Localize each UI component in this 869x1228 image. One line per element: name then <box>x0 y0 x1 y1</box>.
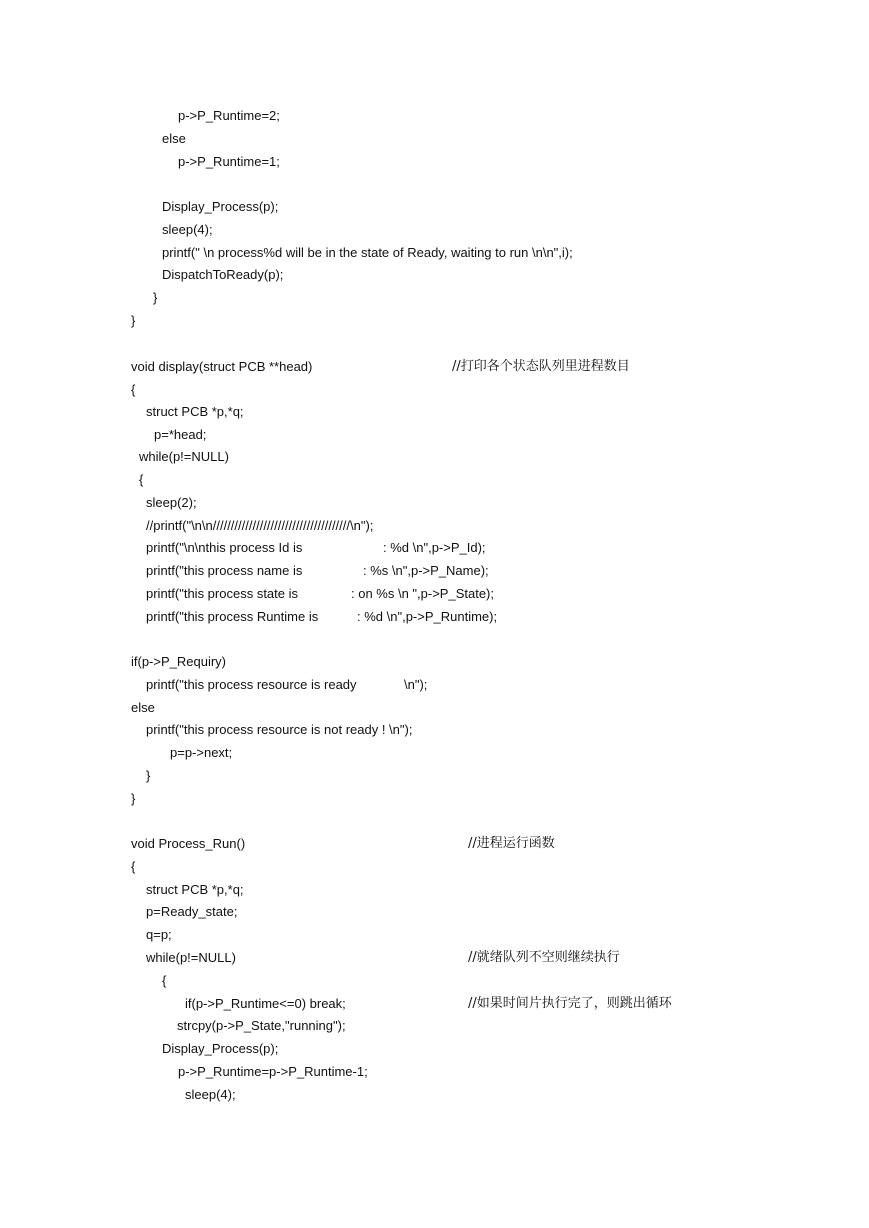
code-comment: //就绪队列不空则继续执行 <box>468 950 620 965</box>
code-line: struct PCB *p,*q; <box>146 882 244 897</box>
code-line: p->P_Runtime=1; <box>178 154 280 169</box>
code-line: DispatchToReady(p); <box>162 267 284 282</box>
code-line: : %s \n",p->P_Name); <box>363 563 489 578</box>
code-line: } <box>153 290 158 305</box>
code-line: printf("this process resource is ready <box>146 677 357 692</box>
code-line: printf("this process name is <box>146 563 303 578</box>
code-line: printf("this process resource is not ready ! \n"); <box>146 722 413 737</box>
code-line: sleep(4); <box>162 222 213 237</box>
code-line: Display_Process(p); <box>162 199 279 214</box>
code-line: } <box>146 768 151 783</box>
code-line: if(p->P_Requiry) <box>131 654 227 669</box>
code-line: else <box>162 131 186 146</box>
code-line: printf("this process Runtime is <box>146 609 319 624</box>
code-line: { <box>162 973 167 988</box>
code-line: p->P_Runtime=2; <box>178 108 280 123</box>
code-line: \n"); <box>404 677 428 692</box>
code-line: } <box>131 313 136 328</box>
code-line: { <box>139 472 144 487</box>
code-line: { <box>131 859 136 874</box>
code-line: : %d \n",p->P_Id); <box>383 540 486 555</box>
code-line: q=p; <box>146 927 172 942</box>
code-line: sleep(2); <box>146 495 197 510</box>
code-line: printf(" \n process%d will be in the state of Ready, waiting to run \n\n",i); <box>162 245 573 260</box>
code-line: strcpy(p->P_State,"running"); <box>177 1018 346 1033</box>
code-line: p=Ready_state; <box>146 904 238 919</box>
code-line: struct PCB *p,*q; <box>146 404 244 419</box>
code-line: p=p->next; <box>170 745 233 760</box>
code-line: else <box>131 700 155 715</box>
code-line: while(p!=NULL) <box>146 950 236 965</box>
code-comment: //进程运行函数 <box>468 836 555 851</box>
code-line: p->P_Runtime=p->P_Runtime-1; <box>178 1064 368 1079</box>
code-line: : %d \n",p->P_Runtime); <box>357 609 498 624</box>
code-comment: //打印各个状态队列里进程数目 <box>452 359 630 374</box>
code-line: : on %s \n ",p->P_State); <box>351 586 494 601</box>
code-line: p=*head; <box>154 427 207 442</box>
code-line: if(p->P_Runtime<=0) break; <box>185 996 346 1011</box>
function-signature: void Process_Run() <box>131 836 246 851</box>
code-line: printf("\n\nthis process Id is <box>146 540 303 555</box>
code-comment: //如果时间片执行完了，则跳出循环 <box>468 996 672 1011</box>
code-line: printf("this process state is <box>146 586 299 601</box>
function-signature: void display(struct PCB **head) <box>131 359 313 374</box>
code-line: { <box>131 382 136 397</box>
code-line: Display_Process(p); <box>162 1041 279 1056</box>
code-line: while(p!=NULL) <box>139 449 229 464</box>
code-line: //printf("\n\n//////////////////////////////////////\n"); <box>146 518 374 533</box>
code-line: sleep(4); <box>185 1087 236 1102</box>
code-line: } <box>131 791 136 806</box>
